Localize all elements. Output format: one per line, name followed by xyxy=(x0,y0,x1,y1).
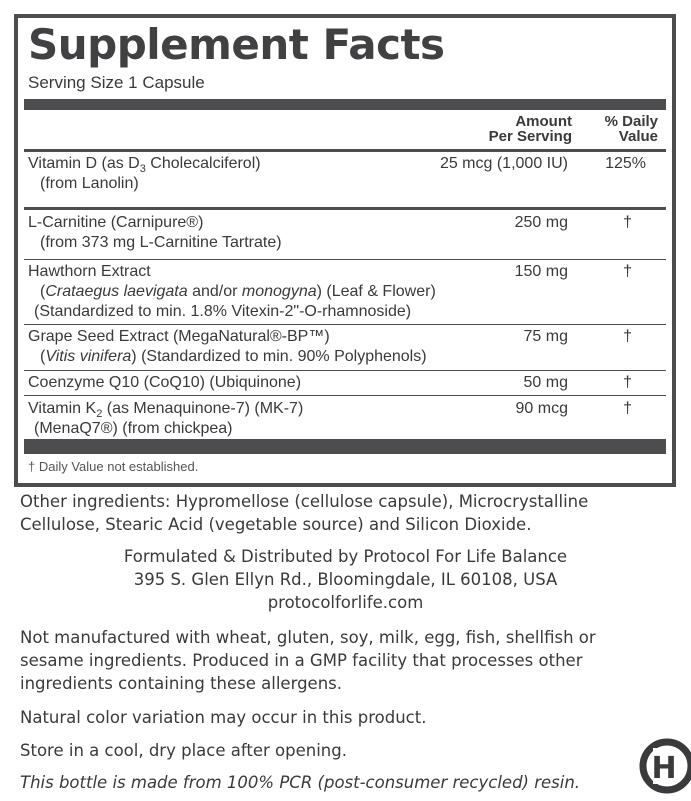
serving-size: Serving Size 1 Capsule xyxy=(28,73,205,92)
nutrient-amount: 250 mg xyxy=(514,214,568,231)
distributor-line2: 395 S. Glen Ellyn Rd., Bloomingdale, IL 60108, USA xyxy=(133,570,558,589)
nutrient-name: Vitamin $K_2$ (as Menaquinone-7) (MK-7) xyxy=(28,400,304,421)
other-ingredients-line1: Other ingredients: Hypromellose (cellulose capsule), Microcrystalline xyxy=(20,492,589,511)
distributor-line1: Formulated & Distributed by Protocol For Life Balance xyxy=(123,547,568,566)
bottom-divider-bar xyxy=(24,439,666,454)
row-divider xyxy=(24,207,666,210)
nutrient-dv: † xyxy=(623,214,632,231)
header-dv-line1: % Daily xyxy=(604,113,658,130)
nutrient-row-vitamin-k2 xyxy=(28,399,662,441)
row-divider xyxy=(24,324,666,325)
nutrient-row-coq10 xyxy=(28,373,662,395)
supplement-facts-panel xyxy=(14,14,676,487)
nutrient-row-vitamin-d xyxy=(28,154,662,198)
h-logo-icon xyxy=(639,738,691,794)
allergen-line3: ingredients containing these allergens. xyxy=(20,674,342,693)
header-amount-line1: Amount xyxy=(515,113,572,130)
nutrient-name: Grape Seed Extract (MegaNatural®-BP™) xyxy=(28,328,330,345)
panel-title: Supplement Facts xyxy=(28,20,445,69)
allergen-line2: sesame ingredients. Produced in a GMP facility that processes other xyxy=(20,651,583,670)
nutrient-name: Vitamin D (as $D_3$ Cholecalciferol) xyxy=(28,155,261,176)
footnote: † Daily Value not established. xyxy=(28,459,199,474)
nutrient-dv: † xyxy=(623,328,632,345)
nutrient-standardization: (Standardized to min. 1.8% Vitexin-2"-O-rhamnoside) xyxy=(34,303,412,320)
nutrient-name: Coenzyme Q10 (CoQ10) (Ubiquinone) xyxy=(28,374,302,391)
distributor-website: protocolforlife.com xyxy=(267,593,424,612)
nutrient-source: (from Lanolin) xyxy=(40,175,139,192)
nutrient-amount: 90 mcg xyxy=(515,400,568,417)
top-divider-bar xyxy=(24,99,666,110)
distributor-block xyxy=(0,545,691,614)
header-amount xyxy=(489,114,572,144)
header-rule xyxy=(24,149,666,152)
nutrient-amount: 25 mcg (1,000 IU) xyxy=(439,155,568,172)
nutrient-row-l-carnitine xyxy=(28,213,662,257)
nutrient-source: (Crataegus laevigata and/or monogyna) (Leaf & Flower) xyxy=(40,283,436,300)
nutrient-amount: 50 mg xyxy=(523,374,568,391)
allergen-line1: Not manufactured with wheat, gluten, soy, milk, egg, fish, shellfish or xyxy=(20,628,596,647)
row-divider xyxy=(24,370,666,371)
logo-letter: H xyxy=(651,751,677,786)
nutrient-amount: 150 mg xyxy=(514,263,568,280)
color-variation-note: Natural color variation may occur in this product. xyxy=(20,708,427,727)
header-dv-line2: Value xyxy=(618,128,658,145)
nutrient-dv: † xyxy=(623,374,632,391)
nutrient-dv: 125% xyxy=(605,155,646,172)
row-divider xyxy=(24,259,666,260)
other-ingredients xyxy=(20,490,670,536)
other-ingredients-line2: Cellulose, Stearic Acid (vegetable source) and Silicon Dioxide. xyxy=(20,515,532,534)
nutrient-source: (Vitis vinifera) (Standardized to min. 90% Polyphenols) xyxy=(40,348,427,365)
nutrient-dv: † xyxy=(623,400,632,417)
nutrient-name: L-Carnitine (Carnipure®) xyxy=(28,214,204,231)
pcr-note: This bottle is made from 100% PCR (post-consumer recycled) resin. xyxy=(20,773,581,792)
nutrient-source: (MenaQ7®) (from chickpea) xyxy=(34,420,233,437)
nutrient-dv: † xyxy=(623,263,632,280)
nutrient-amount: 75 mg xyxy=(523,328,568,345)
nutrient-source: (from 373 mg L-Carnitine Tartrate) xyxy=(40,234,282,251)
nutrient-name: Hawthorn Extract xyxy=(28,263,151,280)
allergen-statement xyxy=(20,626,670,695)
storage-note: Store in a cool, dry place after opening. xyxy=(20,741,347,760)
nutrient-row-grape-seed xyxy=(28,327,662,371)
row-divider xyxy=(24,395,666,396)
header-amount-line2: Per Serving xyxy=(488,128,572,145)
nutrient-row-hawthorn xyxy=(28,262,662,326)
header-daily-value xyxy=(605,114,658,144)
